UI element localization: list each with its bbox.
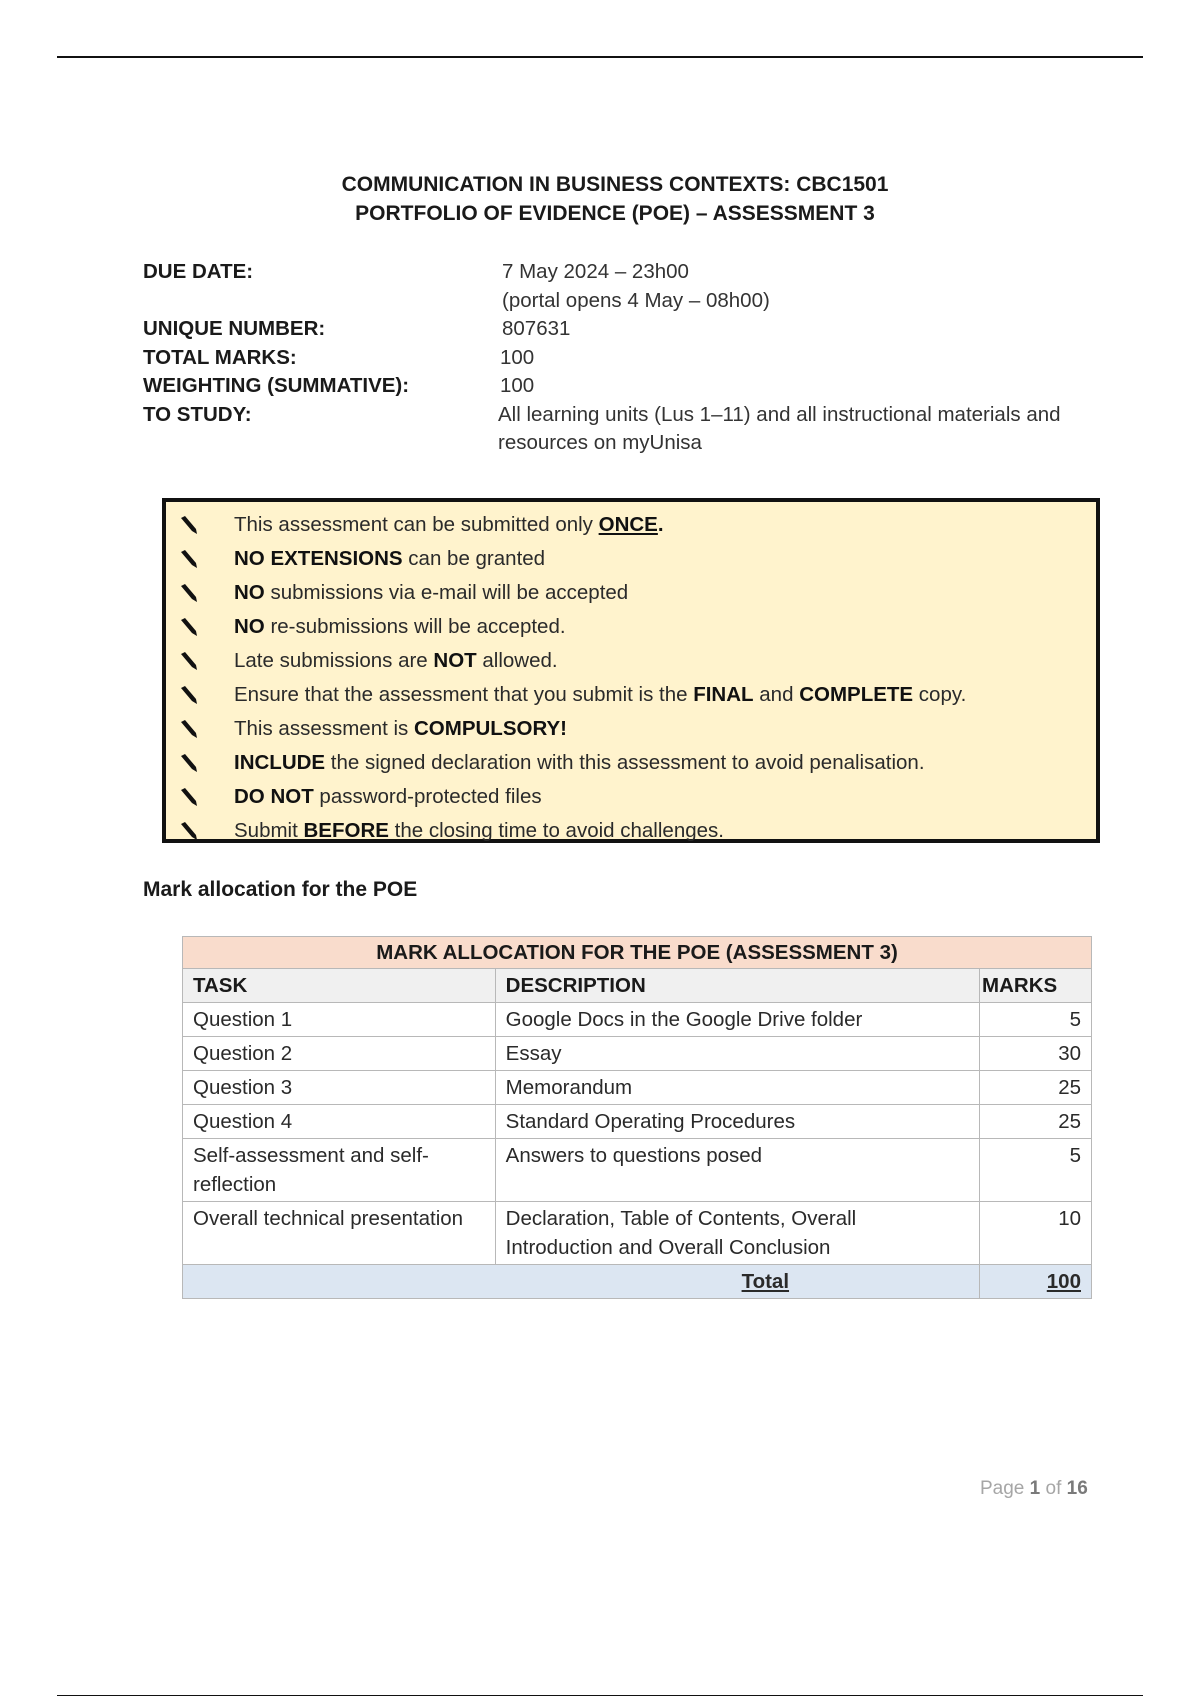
total-row <box>183 1265 1092 1299</box>
rule-item <box>166 814 1096 848</box>
total-label: Total <box>741 1270 790 1293</box>
rule-emphasis: INCLUDE <box>234 751 326 774</box>
rule-text: Late submissions are <box>234 649 434 672</box>
table-row <box>183 1139 1092 1202</box>
task-cell: Question 4 <box>183 1105 496 1139</box>
rule-item <box>166 508 1096 542</box>
description-cell: Essay <box>495 1037 979 1071</box>
pencil-icon <box>178 684 200 706</box>
assessment-details <box>143 258 1083 458</box>
rule-text: can be granted <box>402 547 546 570</box>
pencil-icon <box>178 650 200 672</box>
pencil-icon <box>178 786 200 808</box>
rule-text: the closing time to avoid challenges. <box>388 819 724 842</box>
total-value: 100 <box>1046 1270 1081 1293</box>
unique-number-value: 807631 <box>502 317 571 340</box>
rule-text: re-submissions will be accepted. <box>264 615 566 638</box>
description-cell: Answers to questions posed <box>495 1139 979 1202</box>
to-study-row <box>143 401 1083 458</box>
rule-item <box>166 712 1096 746</box>
rule-emphasis: NO <box>234 615 265 638</box>
pencil-icon <box>178 582 200 604</box>
pencil-icon <box>178 718 200 740</box>
marks-cell: 25 <box>980 1105 1092 1139</box>
due-date-value: 7 May 2024 – 23h00 <box>502 260 689 283</box>
page-word: Page <box>980 1478 1025 1499</box>
rule-emphasis: NO EXTENSIONS <box>234 547 403 570</box>
pencil-icon <box>178 820 200 842</box>
table-row <box>183 1105 1092 1139</box>
rule-text: This assessment can be submitted only <box>234 513 599 536</box>
rule-text: password-protected files <box>313 785 542 808</box>
title-line-2: PORTFOLIO OF EVIDENCE (POE) – ASSESSMENT 3 <box>355 202 875 225</box>
description-cell: Google Docs in the Google Drive folder <box>495 1003 979 1037</box>
rule-item <box>166 678 1096 712</box>
to-study-label: TO STUDY: <box>143 402 252 426</box>
pencil-icon <box>178 548 200 570</box>
rule-text: This assessment is <box>234 717 414 740</box>
top-rule <box>57 56 1143 58</box>
table-title-row <box>183 937 1092 969</box>
due-date-label: DUE DATE: <box>143 260 254 283</box>
header-task: TASK <box>183 969 496 1003</box>
page-current: 1 <box>1029 1478 1041 1499</box>
rule-emphasis: BEFORE <box>303 819 389 842</box>
marks-cell: 10 <box>980 1202 1092 1265</box>
rule-text: copy. <box>913 683 967 706</box>
header-description: DESCRIPTION <box>495 969 979 1003</box>
marks-cell: 25 <box>980 1071 1092 1105</box>
description-cell: Memorandum <box>495 1071 979 1105</box>
page-number <box>980 1478 1088 1500</box>
mark-allocation-heading: Mark allocation for the POE <box>143 878 418 901</box>
task-cell: Question 2 <box>183 1037 496 1071</box>
rule-text: submissions via e-mail will be accepted <box>264 581 629 604</box>
page-total: 16 <box>1066 1478 1088 1499</box>
table-header-row <box>183 969 1092 1003</box>
task-cell: Self-assessment and self-reflection <box>183 1139 496 1202</box>
table-row <box>183 1071 1092 1105</box>
rule-text: allowed. <box>476 649 558 672</box>
bottom-rule <box>57 1695 1143 1696</box>
rule-text: the signed declaration with this assessment to avoid penalisation. <box>325 751 925 774</box>
description-cell: Standard Operating Procedures <box>495 1105 979 1139</box>
weighting-row <box>143 372 1083 401</box>
rule-emphasis: COMPULSORY! <box>414 717 567 740</box>
rule-emphasis: FINAL <box>693 683 754 706</box>
weighting-value: 100 <box>500 374 535 397</box>
rule-emphasis: ONCE <box>598 513 658 536</box>
document-title <box>0 170 1200 228</box>
rule-item <box>166 746 1096 780</box>
pencil-icon <box>178 752 200 774</box>
submission-rules-box <box>162 498 1100 843</box>
task-cell: Overall technical presentation <box>183 1202 496 1265</box>
rule-text: . <box>657 513 664 536</box>
marks-cell: 5 <box>980 1139 1092 1202</box>
total-marks-value: 100 <box>500 345 535 369</box>
rule-item <box>166 542 1096 576</box>
task-cell: Question 3 <box>183 1071 496 1105</box>
of-word: of <box>1045 1478 1062 1499</box>
description-cell: Declaration, Table of Contents, Overall Introduction and Overall Conclusion <box>495 1202 979 1265</box>
mark-allocation-table <box>182 936 1092 1299</box>
pencil-icon <box>178 616 200 638</box>
rule-emphasis: COMPLETE <box>799 683 914 706</box>
unique-number-row <box>143 315 1083 344</box>
rule-emphasis: DO NOT <box>234 785 314 808</box>
table-row <box>183 1202 1092 1265</box>
due-date-note: (portal opens 4 May – 08h00) <box>502 288 770 312</box>
rule-item <box>166 576 1096 610</box>
rule-emphasis: NO <box>234 581 265 604</box>
rule-item <box>166 780 1096 814</box>
total-marks-label: TOTAL MARKS: <box>143 345 297 369</box>
pencil-icon <box>178 514 200 536</box>
marks-cell: 30 <box>980 1037 1092 1071</box>
header-marks: MARKS <box>980 969 1092 1003</box>
marks-cell: 5 <box>980 1003 1092 1037</box>
rule-text: Submit <box>234 819 304 842</box>
rule-item <box>166 644 1096 678</box>
to-study-value: All learning units (Lus 1–11) and all instructional materials and resources on myUnisa <box>498 402 1061 454</box>
task-cell: Question 1 <box>183 1003 496 1037</box>
table-title: MARK ALLOCATION FOR THE POE (ASSESSMENT 3) <box>183 937 1092 969</box>
due-date-row <box>143 258 1083 315</box>
rule-text: Ensure that the assessment that you submit is the <box>234 683 694 706</box>
weighting-label: WEIGHTING (SUMMATIVE): <box>143 374 410 397</box>
table-row <box>183 1037 1092 1071</box>
title-line-1: COMMUNICATION IN BUSINESS CONTEXTS: CBC1501 <box>341 173 889 196</box>
rule-text: and <box>753 683 800 706</box>
unique-number-label: UNIQUE NUMBER: <box>143 317 326 340</box>
total-marks-row <box>143 344 1083 373</box>
rule-emphasis: NOT <box>433 649 477 672</box>
rule-item <box>166 610 1096 644</box>
table-row <box>183 1003 1092 1037</box>
